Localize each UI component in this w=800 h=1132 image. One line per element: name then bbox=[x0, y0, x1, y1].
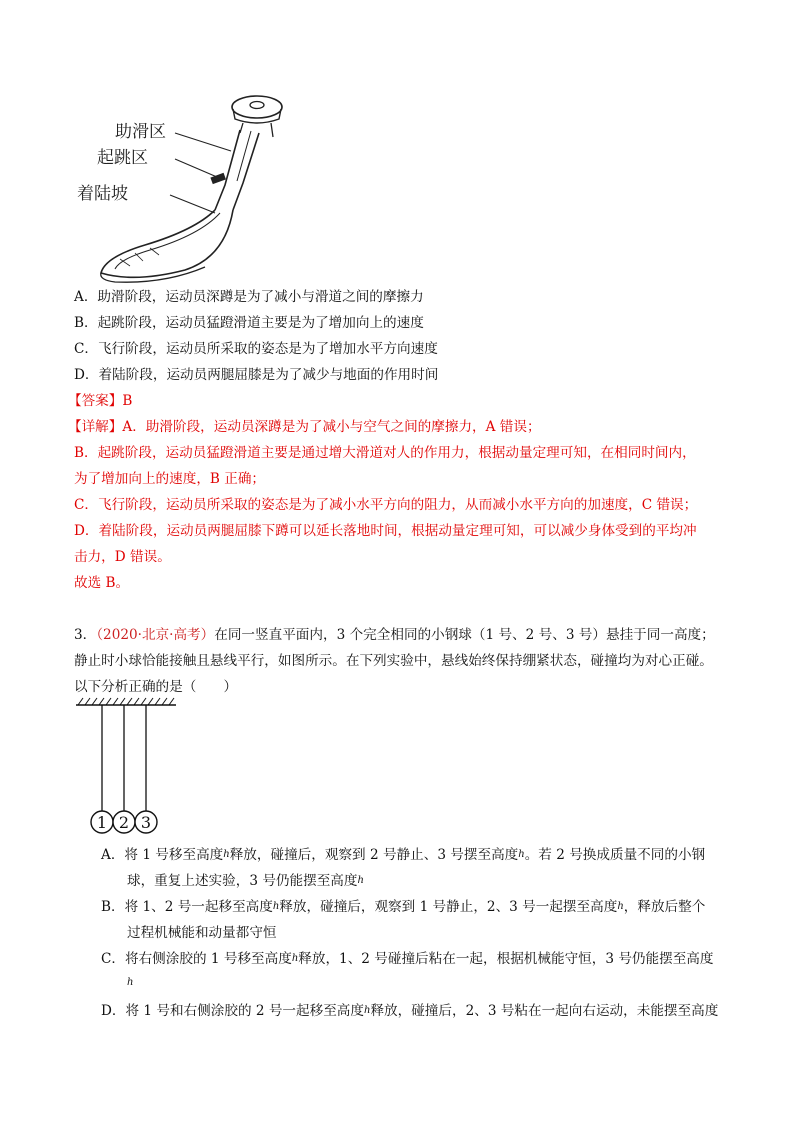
detail-line-3: 为了增加向上的速度，B 正确； bbox=[74, 471, 266, 487]
q3-option-b-line-2: 过程机械能和动量都守恒 bbox=[127, 925, 277, 941]
answer-line bbox=[68, 391, 132, 411]
q3-option-a-line-1: A．将 1 号移至高度h释放，碰撞后，观察到 2 号静止、3 号摆至高度h。若 2 号换成质量不同的小钢 bbox=[101, 847, 706, 863]
pendulum-figure bbox=[70, 697, 190, 837]
leader-line-inrun bbox=[175, 133, 231, 151]
ski-jump-figure bbox=[75, 85, 305, 285]
detail-line-7: 故选 B。 bbox=[74, 575, 130, 591]
detail-line-6: 击力，D 错误。 bbox=[74, 549, 171, 565]
pendulum-diagram bbox=[70, 697, 190, 837]
q2-option-c: C．飞行阶段，运动员所采取的姿态是为了增加水平方向速度 bbox=[74, 341, 438, 357]
label-inrun: 助滑区 bbox=[115, 122, 166, 142]
ski-jump-diagram bbox=[75, 85, 305, 285]
ball-2-label: 2 bbox=[118, 813, 130, 832]
q2-option-a: A．助滑阶段，运动员深蹲是为了减小与滑道之间的摩擦力 bbox=[74, 289, 424, 305]
leader-line-landing bbox=[170, 195, 215, 213]
detail-line-1: 【详解】A．助滑阶段，运动员深蹲是为了减小与空气之间的摩擦力，A 错误； bbox=[68, 419, 541, 435]
q3-option-c-line-1: C．将右侧涂胶的 1 号移至高度h释放，1、2 号碰撞后粘在一起，根据机械能守恒，3 号仍能摆至高度 bbox=[101, 951, 714, 967]
q3-stem-line-3: 以下分析正确的是（ ） bbox=[74, 679, 238, 695]
detail-line-2: B．起跳阶段，运动员猛蹬滑道主要是通过增大滑道对人的作用力，根据动量定理可知，在相同时间内， bbox=[74, 445, 696, 461]
tower-support bbox=[240, 123, 273, 137]
answer-value: B bbox=[122, 393, 133, 409]
detail-tag: 【详解】 bbox=[68, 419, 123, 435]
q2-option-d: D．着陆阶段，运动员两腿屈膝是为了减少与地面的作用时间 bbox=[74, 367, 439, 383]
label-takeoff: 起跳区 bbox=[97, 148, 148, 168]
q3-option-d-line-1: D．将 1 号和右侧涂胶的 2 号一起移至高度h释放，碰撞后，2、3 号粘在一起向右运动，未能摆至高度 bbox=[101, 1003, 719, 1019]
ball-3-label: 3 bbox=[140, 813, 152, 832]
detail-line-5: D．着陆阶段，运动员两腿屈膝下蹲可以延长落地时间，根据动量定理可知，可以减少身体受到的平均冲 bbox=[74, 523, 697, 539]
leader-line-takeoff bbox=[175, 159, 217, 177]
slope-hatching bbox=[120, 248, 159, 266]
takeoff-marker bbox=[210, 173, 226, 184]
q3-option-b-line-1: B．将 1、2 号一起移至高度h释放，碰撞后，观察到 1 号静止，2、3 号一起摆至高度h，释放后整个 bbox=[101, 899, 706, 915]
q3-option-a-line-2: 球，重复上述实验，3 号仍能摆至高度h bbox=[127, 873, 364, 889]
q3-number: 3． bbox=[74, 627, 97, 643]
label-landing: 着陆坡 bbox=[77, 184, 128, 204]
q3-option-c-line-2: h bbox=[127, 977, 134, 988]
ball-1-label: 1 bbox=[96, 813, 108, 832]
inrun-left-edge bbox=[215, 130, 240, 210]
answer-tag: 【答案】 bbox=[68, 393, 123, 409]
platform-hole bbox=[250, 102, 264, 109]
inrun-right-edge bbox=[233, 133, 259, 210]
platform-top bbox=[232, 96, 282, 118]
q3-stem-line-1: 3．（2020·北京·高考）在同一竖直平面内，3 个完全相同的小钢球（1 号、2 号、3 号）悬挂于同一高度； bbox=[74, 627, 715, 643]
detail-line-4: C．飞行阶段，运动员所采取的姿态是为了减小水平方向的阻力，从而减小水平方向的加速度，C 错误； bbox=[74, 497, 698, 513]
q3-stem-line-2: 静止时小球恰能接触且悬线平行，如图所示。在下列实验中，悬线始终保持绷紧状态，碰撞均为对心正碰。 bbox=[74, 653, 713, 669]
q3-source: （2020·北京·高考） bbox=[96, 627, 215, 643]
q2-option-b: B．起跳阶段，运动员猛蹬滑道主要是为了增加向上的速度 bbox=[74, 315, 424, 331]
inrun-inner-line bbox=[237, 131, 251, 181]
ceiling-hatching bbox=[78, 698, 174, 705]
